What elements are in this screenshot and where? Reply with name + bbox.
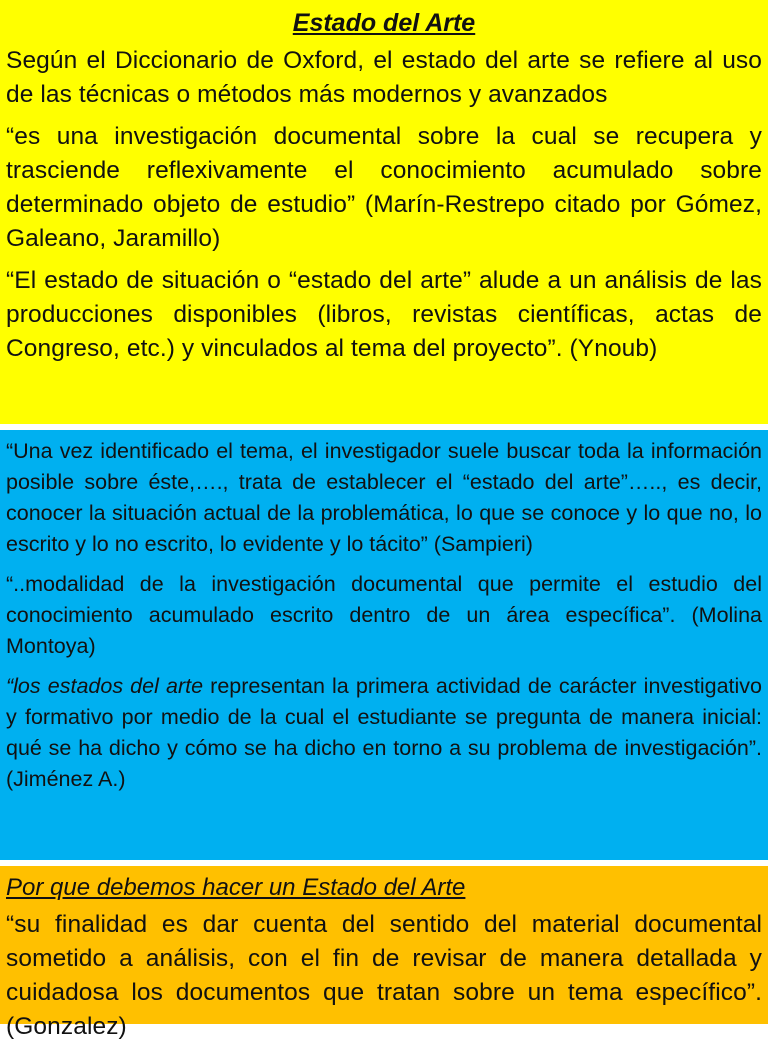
marin-restrepo-quote: “es una investigación documental sobre la cual se recupera y trasciende reflexivamente el conocimiento acumulado sobre determinado objeto de estudio” (Marín-Restrepo citado por Gómez, Galeano, Jaramillo) <box>6 123 762 252</box>
oxford-definition: Según el Diccionario de Oxford, el estado del arte se refiere al uso de las técnicas o métodos más modernos y avanzados <box>6 47 762 108</box>
ynoub-quote: “El estado de situación o “estado del arte” alude a un análisis de las producciones disponibles (libros, revistas científicas, actas de Congreso, etc.) y vinculados al tema del proyecto”. (Ynoub) <box>6 267 762 362</box>
quotes-panel <box>0 430 768 860</box>
purpose-panel <box>0 866 768 1040</box>
page-title: Estado del Arte <box>292 9 476 37</box>
jimenez-quote <box>6 671 762 795</box>
jimenez-quote-italic: “los estados del arte <box>6 674 204 698</box>
definitions-panel <box>0 0 768 424</box>
gonzalez-quote: “su finalidad es dar cuenta del sentido del material documental sometido a análisis, con el fin de revisar de manera detallada y cuidadosa los documentos que tratan sobre un tema específico”. (Gonzalez) <box>6 911 762 1040</box>
sampieri-quote: “Una vez identificado el tema, el investigador suele buscar toda la información posible sobre éste,…., trata de establecer el “estado del arte”….., es decir, conocer la situación actual de la problemática, lo que se conoce y lo que no, lo escrito y lo no escrito, lo evidente y lo tácito” (Sampieri) <box>6 439 762 556</box>
molina-montoya-quote: “..modalidad de la investigación documental que permite el estudio del conocimiento acumulado escrito dentro de un área específica”. (Molina Montoya) <box>6 572 762 658</box>
purpose-heading: Por que debemos hacer un Estado del Arte <box>6 874 466 901</box>
jimenez-quote-rest: representan la primera actividad de carácter investigativo y formativo por medio de la cual el estudiante se pregunta de manera inicial: qué se ha dicho y cómo se ha dicho en torno a su problema de investigación”. (Jiménez A.) <box>6 674 762 791</box>
